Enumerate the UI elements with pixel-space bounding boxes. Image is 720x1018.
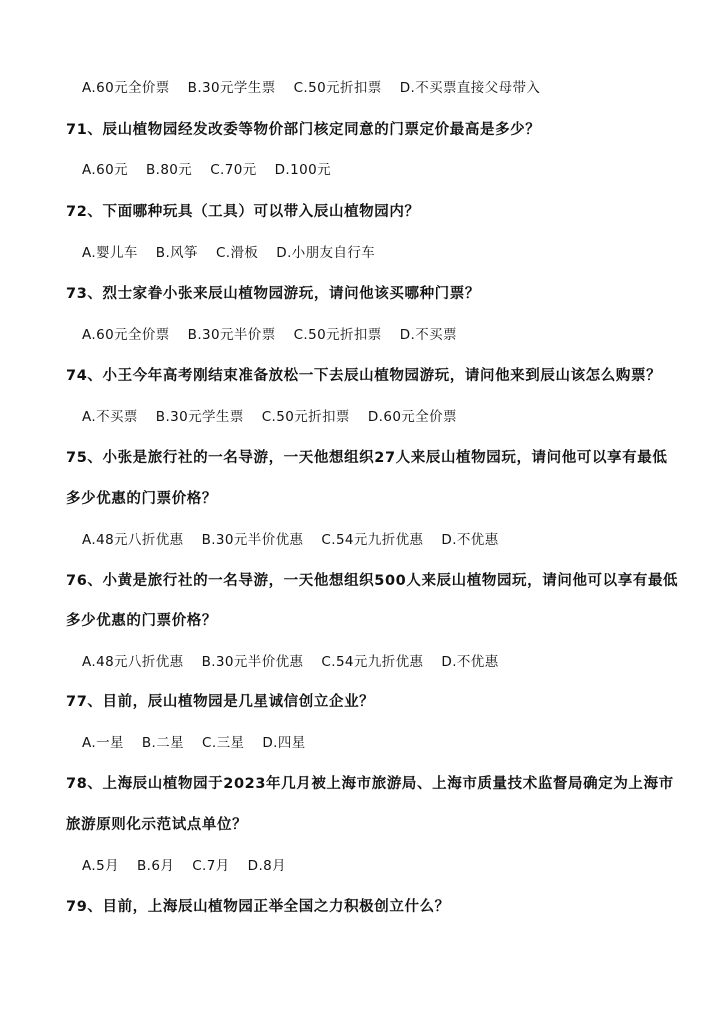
answer-option: A.60元	[82, 162, 128, 178]
answer-option: B.30元半价优惠	[201, 532, 304, 548]
answer-options	[82, 325, 475, 345]
question-text: 77、目前，辰山植物园是几星诚信创立企业？	[66, 694, 375, 710]
answer-options	[82, 243, 393, 263]
answer-option: C.三星	[202, 735, 245, 751]
answer-option: A.婴儿车	[82, 245, 138, 261]
answer-option: A.不买票	[82, 409, 138, 425]
answer-option: A.60元全价票	[82, 327, 170, 343]
answer-options	[82, 530, 517, 550]
answer-option: C.50元折扣票	[293, 327, 382, 343]
answer-option: D.小朋友自行车	[276, 245, 376, 261]
question-text: 72、下面哪种玩具（工具）可以带入辰山植物园内？	[66, 204, 420, 220]
answer-options	[82, 856, 304, 876]
answer-option: B.二星	[141, 735, 185, 751]
question-text: 78、上海辰山植物园于2023年几月被上海市旅游局、上海市质量技术监督局确定为上海市	[66, 776, 674, 792]
answer-option: D.不优惠	[441, 654, 499, 670]
answer-option: D.8月	[247, 858, 287, 874]
answer-option: D.四星	[262, 735, 306, 751]
question-text: 多少优惠的门票价格？	[66, 491, 217, 507]
answer-option: D.100元	[274, 162, 331, 178]
answer-option: A.48元八折优惠	[82, 654, 184, 670]
answer-options	[82, 78, 558, 98]
answer-option: D.60元全价票	[367, 409, 457, 425]
answer-option: B.30元学生票	[187, 80, 276, 96]
answer-option: B.6月	[136, 858, 175, 874]
answer-option: D.不买票	[399, 327, 457, 343]
question-text: 76、小黄是旅行社的一名导游，一天他想组织500人来辰山植物园玩，请问他可以享有最低	[66, 573, 679, 589]
answer-option: C.54元九折优惠	[321, 654, 424, 670]
question-text: 74、小王今年高考刚结束准备放松一下去辰山植物园游玩，请问他来到辰山该怎么购票？	[66, 368, 662, 384]
answer-option: C.滑板	[215, 245, 259, 261]
answer-option: A.60元全价票	[82, 80, 170, 96]
answer-option: A.一星	[82, 735, 124, 751]
question-text: 73、烈士家眷小张来辰山植物园游玩，请问他该买哪种门票？	[66, 286, 480, 302]
answer-option: B.风筝	[155, 245, 198, 261]
answer-option: D.不优惠	[441, 532, 499, 548]
question-text: 75、小张是旅行社的一名导游，一天他想组织27人来辰山植物园玩，请问他可以享有最低	[66, 450, 668, 466]
answer-options	[82, 652, 517, 672]
answer-option: C.7月	[192, 858, 230, 874]
answer-option: C.50元折扣票	[293, 80, 382, 96]
answer-option: C.50元折扣票	[261, 409, 350, 425]
answer-option: B.30元学生票	[155, 409, 244, 425]
question-text: 多少优惠的门票价格？	[66, 613, 217, 629]
question-text: 79、目前，上海辰山植物园正举全国之力积极创立什么？	[66, 899, 450, 915]
answer-option: C.70元	[210, 162, 257, 178]
question-text: 71、辰山植物园经发改委等物价部门核定同意的门票定价最高是多少？	[66, 122, 541, 138]
answer-options	[82, 733, 324, 753]
answer-option: B.30元半价票	[187, 327, 276, 343]
answer-option: A.5月	[82, 858, 119, 874]
answer-options	[82, 407, 475, 427]
answer-option: D.不买票直接父母带入	[399, 80, 541, 96]
answer-option: C.54元九折优惠	[321, 532, 424, 548]
answer-options	[82, 160, 349, 180]
answer-option: B.30元半价优惠	[201, 654, 304, 670]
answer-option: A.48元八折优惠	[82, 532, 184, 548]
question-text: 旅游原则化示范试点单位？	[66, 817, 248, 833]
answer-option: B.80元	[145, 162, 193, 178]
